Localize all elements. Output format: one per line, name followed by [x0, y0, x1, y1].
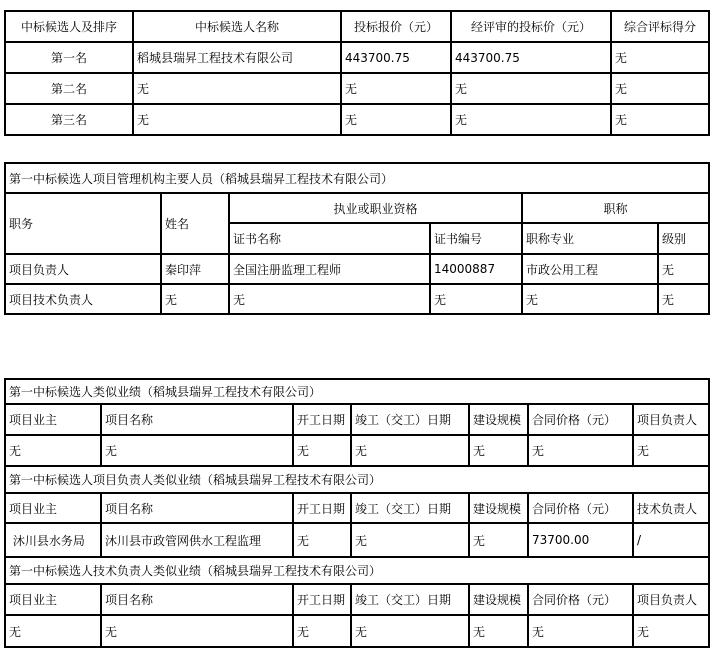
header-title-group: 职称	[522, 193, 709, 223]
header-start-date: 开工日期	[293, 493, 351, 523]
performance-data-row	[5, 615, 709, 647]
candidates-ranking-table	[4, 10, 710, 136]
evaluated-price-cell: 无	[451, 73, 611, 104]
header-contract-price: 合同价格（元）	[528, 584, 633, 615]
header-start-date: 开工日期	[293, 404, 351, 435]
completion-date-cell: 无	[351, 523, 469, 557]
header-evaluated-price: 经评审的投标价（元）	[451, 11, 611, 42]
header-cert-no: 证书编号	[430, 223, 522, 254]
header-scale: 建设规模	[469, 404, 528, 435]
evaluated-price-cell: 无	[451, 104, 611, 135]
similar-performance-table	[4, 378, 710, 648]
header-completion-date: 竣工（交工）日期	[351, 493, 469, 523]
cert-name-cell: 全国注册监理工程师	[229, 254, 430, 284]
candidate-row-3	[5, 104, 709, 135]
start-date-cell: 无	[293, 435, 351, 466]
header-project-owner: 项目业主	[5, 404, 101, 435]
tech-manager-row	[5, 284, 709, 314]
score-cell: 无	[611, 42, 709, 73]
header-completion-date: 竣工（交工）日期	[351, 584, 469, 615]
bid-price-cell: 无	[341, 104, 451, 135]
management-table-title: 第一中标候选人项目管理机构主要人员（稻城县瑞昇工程技术有限公司）	[5, 163, 709, 193]
scale-cell: 无	[469, 435, 528, 466]
person-name-cell: 秦印萍	[161, 254, 229, 284]
contract-price-cell: 无	[528, 615, 633, 647]
score-cell: 无	[611, 73, 709, 104]
project-name-cell: 无	[101, 435, 293, 466]
header-cert-name: 证书名称	[229, 223, 430, 254]
cert-no-cell: 14000887	[430, 254, 522, 284]
performance-data-row	[5, 523, 709, 557]
bid-price-cell: 无	[341, 73, 451, 104]
performance-section-title: 第一中标候选人技术负责人类似业绩（稻城县瑞昇工程技术有限公司）	[5, 557, 709, 584]
candidate-name-cell: 稻城县瑞昇工程技术有限公司	[133, 42, 341, 73]
header-project-owner: 项目业主	[5, 584, 101, 615]
header-bid-price: 投标报价（元）	[341, 11, 451, 42]
candidate-row-2	[5, 73, 709, 104]
position-cell: 项目负责人	[5, 254, 161, 284]
header-rank: 中标候选人及排序	[5, 11, 133, 42]
management-title-row	[5, 163, 709, 193]
header-title-level: 级别	[658, 223, 709, 254]
contract-price-cell: 73700.00	[528, 523, 633, 557]
performance-data-row	[5, 435, 709, 466]
bid-price-cell: 443700.75	[341, 42, 451, 73]
header-score: 综合评标得分	[611, 11, 709, 42]
rank-cell: 第三名	[5, 104, 133, 135]
cert-name-cell: 无	[229, 284, 430, 314]
title-level-cell: 无	[658, 284, 709, 314]
start-date-cell: 无	[293, 615, 351, 647]
header-qualification-group: 执业或职业资格	[229, 193, 522, 223]
person-name-cell: 无	[161, 284, 229, 314]
candidate-name-cell: 无	[133, 73, 341, 104]
project-owner-cell: 无	[5, 435, 101, 466]
header-project-manager: 项目负责人	[633, 584, 709, 615]
performance-title-row	[5, 466, 709, 493]
header-person-name: 姓名	[161, 193, 229, 254]
manager-row	[5, 254, 709, 284]
evaluated-price-cell: 443700.75	[451, 42, 611, 73]
rank-cell: 第一名	[5, 42, 133, 73]
project-manager-cell: 无	[633, 615, 709, 647]
header-scale: 建设规模	[469, 584, 528, 615]
header-project-name: 项目名称	[101, 404, 293, 435]
performance-header-row	[5, 493, 709, 523]
project-owner-cell: 无	[5, 615, 101, 647]
project-owner-cell: 沐川县水务局	[5, 523, 101, 557]
header-project-manager: 项目负责人	[633, 404, 709, 435]
contract-price-cell: 无	[528, 435, 633, 466]
position-cell: 项目技术负责人	[5, 284, 161, 314]
project-name-cell: 沐川县市政管网供水工程监理	[101, 523, 293, 557]
completion-date-cell: 无	[351, 435, 469, 466]
performance-title-row	[5, 557, 709, 584]
performance-section-title: 第一中标候选人项目负责人类似业绩（稻城县瑞昇工程技术有限公司）	[5, 466, 709, 493]
candidates-header-row	[5, 11, 709, 42]
header-candidate-name: 中标候选人名称	[133, 11, 341, 42]
rank-cell: 第二名	[5, 73, 133, 104]
performance-title-row	[5, 379, 709, 404]
project-name-cell: 无	[101, 615, 293, 647]
title-major-cell: 无	[522, 284, 658, 314]
header-start-date: 开工日期	[293, 584, 351, 615]
header-project-name: 项目名称	[101, 493, 293, 523]
header-project-owner: 项目业主	[5, 493, 101, 523]
cert-no-cell: 无	[430, 284, 522, 314]
score-cell: 无	[611, 104, 709, 135]
performance-header-row	[5, 404, 709, 435]
scale-cell: 无	[469, 523, 528, 557]
candidate-row-1	[5, 42, 709, 73]
management-header-row-group	[5, 193, 709, 223]
header-completion-date: 竣工（交工）日期	[351, 404, 469, 435]
performance-section-title: 第一中标候选人类似业绩（稻城县瑞昇工程技术有限公司）	[5, 379, 709, 404]
performance-header-row	[5, 584, 709, 615]
project-manager-cell: 无	[633, 435, 709, 466]
scale-cell: 无	[469, 615, 528, 647]
completion-date-cell: 无	[351, 615, 469, 647]
title-level-cell: 无	[658, 254, 709, 284]
tech-manager-cell: /	[633, 523, 709, 557]
header-title-major: 职称专业	[522, 223, 658, 254]
header-contract-price: 合同价格（元）	[528, 404, 633, 435]
header-scale: 建设规模	[469, 493, 528, 523]
header-tech-manager: 技术负责人	[633, 493, 709, 523]
header-contract-price: 合同价格（元）	[528, 493, 633, 523]
header-position: 职务	[5, 193, 161, 254]
header-project-name: 项目名称	[101, 584, 293, 615]
title-major-cell: 市政公用工程	[522, 254, 658, 284]
start-date-cell: 无	[293, 523, 351, 557]
management-personnel-table	[4, 162, 710, 315]
candidate-name-cell: 无	[133, 104, 341, 135]
